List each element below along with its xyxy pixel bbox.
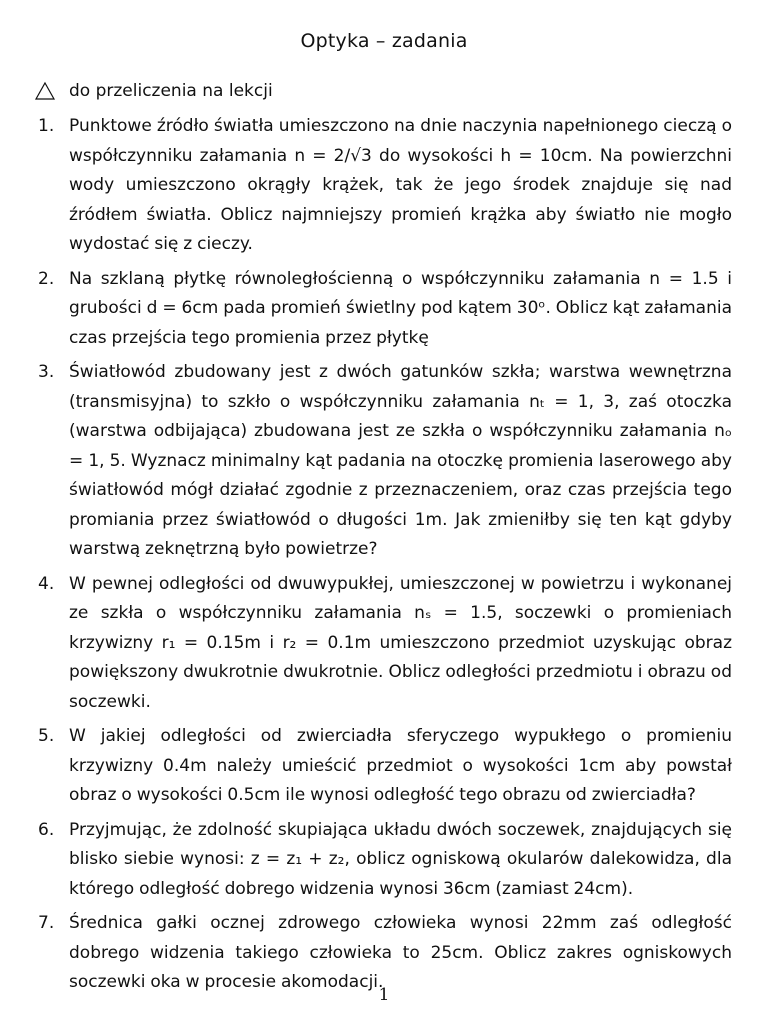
task-number: 4. bbox=[38, 573, 55, 594]
triangle-icon bbox=[34, 81, 56, 101]
task-text: Na szklaną płytkę równoległościenną o współczynniku załamania n = 1.5 i grubości d = 6cm pada promień świetlny pod kątem 30ᵒ. Oblicz kąt załamania czas przejścia tego promienia przez płytkę bbox=[69, 268, 732, 348]
task-item bbox=[0, 358, 732, 565]
task-text: Punktowe źródło światła umieszczono na dnie naczynia napełnionego cieczą o współczynniku załamania n = 2/√3 do wysokości h = 10cm. Na powierzchni wody umieszczono okrągły krążek, tak że jego środek znajduje się nad źródłem światła. Oblicz najmniejszy promień krążka aby światło nie mogło wydostać się z cieczy. bbox=[69, 116, 732, 254]
task-item bbox=[0, 722, 732, 811]
task-item bbox=[0, 570, 732, 718]
task-item bbox=[0, 816, 732, 905]
task-number: 5. bbox=[38, 726, 55, 746]
task-text: Światłowód zbudowany jest z dwóch gatunków szkła; warstwa wewnętrzna (transmisyjna) to szkło o współczynniku załamania nₜ = 1, 3, zaś otoczka (warstwa odbijająca) zbudowana jest ze szkła o współczynniku załamania nₒ = 1, 5. Wyznacz minimalny kąt padania na otoczkę promienia laserowego aby światłowód mógł działać zgodnie z przeznaczeniem, oraz czas przejścia tego promiania przez światłowód o długości 1m. Jak zmieniłby się ten kąt gdyby warstwą zeknętrzną było powietrze? bbox=[69, 362, 732, 559]
note-text: do przeliczenia na lekcji bbox=[69, 81, 273, 101]
task-number: 7. bbox=[38, 913, 55, 933]
task-number: 2. bbox=[38, 268, 55, 289]
page-title: Optyka – zadania bbox=[300, 30, 468, 52]
page-number: 1 bbox=[378, 985, 390, 1005]
task-text: W pewnej odległości od dwuwypukłej, umieszczonej w powietrzu i wykonanej ze szkła o współczynniku załamania nₛ = 1.5, soczewki o promieniach krzywizny r₁ = 0.15m i r₂ = 0.1m umieszczono przedmiot uzyskując obraz powiększony dwukrotnie dwukrotnie. Oblicz odległości przedmiotu i obrazu od soczewki. bbox=[69, 573, 732, 712]
task-item bbox=[0, 112, 732, 260]
task-list bbox=[0, 112, 732, 1003]
task-number: 1. bbox=[38, 116, 55, 136]
task-number: 3. bbox=[38, 362, 55, 382]
task-item bbox=[0, 265, 732, 354]
task-number: 6. bbox=[38, 819, 55, 840]
task-text: Średnica gałki ocznej zdrowego człowieka wynosi 22mm zaś odległość dobrego widzenia takiego człowieka to 25cm. Oblicz zakres ogniskowych soczewki oka w procesie akomodacji. bbox=[69, 913, 732, 992]
task-text: W jakiej odległości od zwierciadła sferyczego wypukłego o promieniu krzywizny 0.4m należy umieścić przedmiot o wysokości 1cm aby powstał obraz o wysokości 0.5cm ile wynosi odległość tego obrazu od zwierciadła? bbox=[69, 726, 732, 805]
task-text: Przyjmując, że zdolność skupiająca układu dwóch soczewek, znajdujących się blisko siebie wynosi: z = z₁ + z₂, oblicz ogniskową okularów dalekowidza, dla którego odległość dobrego widzenia wynosi 36cm (zamiast 24cm). bbox=[69, 819, 732, 899]
